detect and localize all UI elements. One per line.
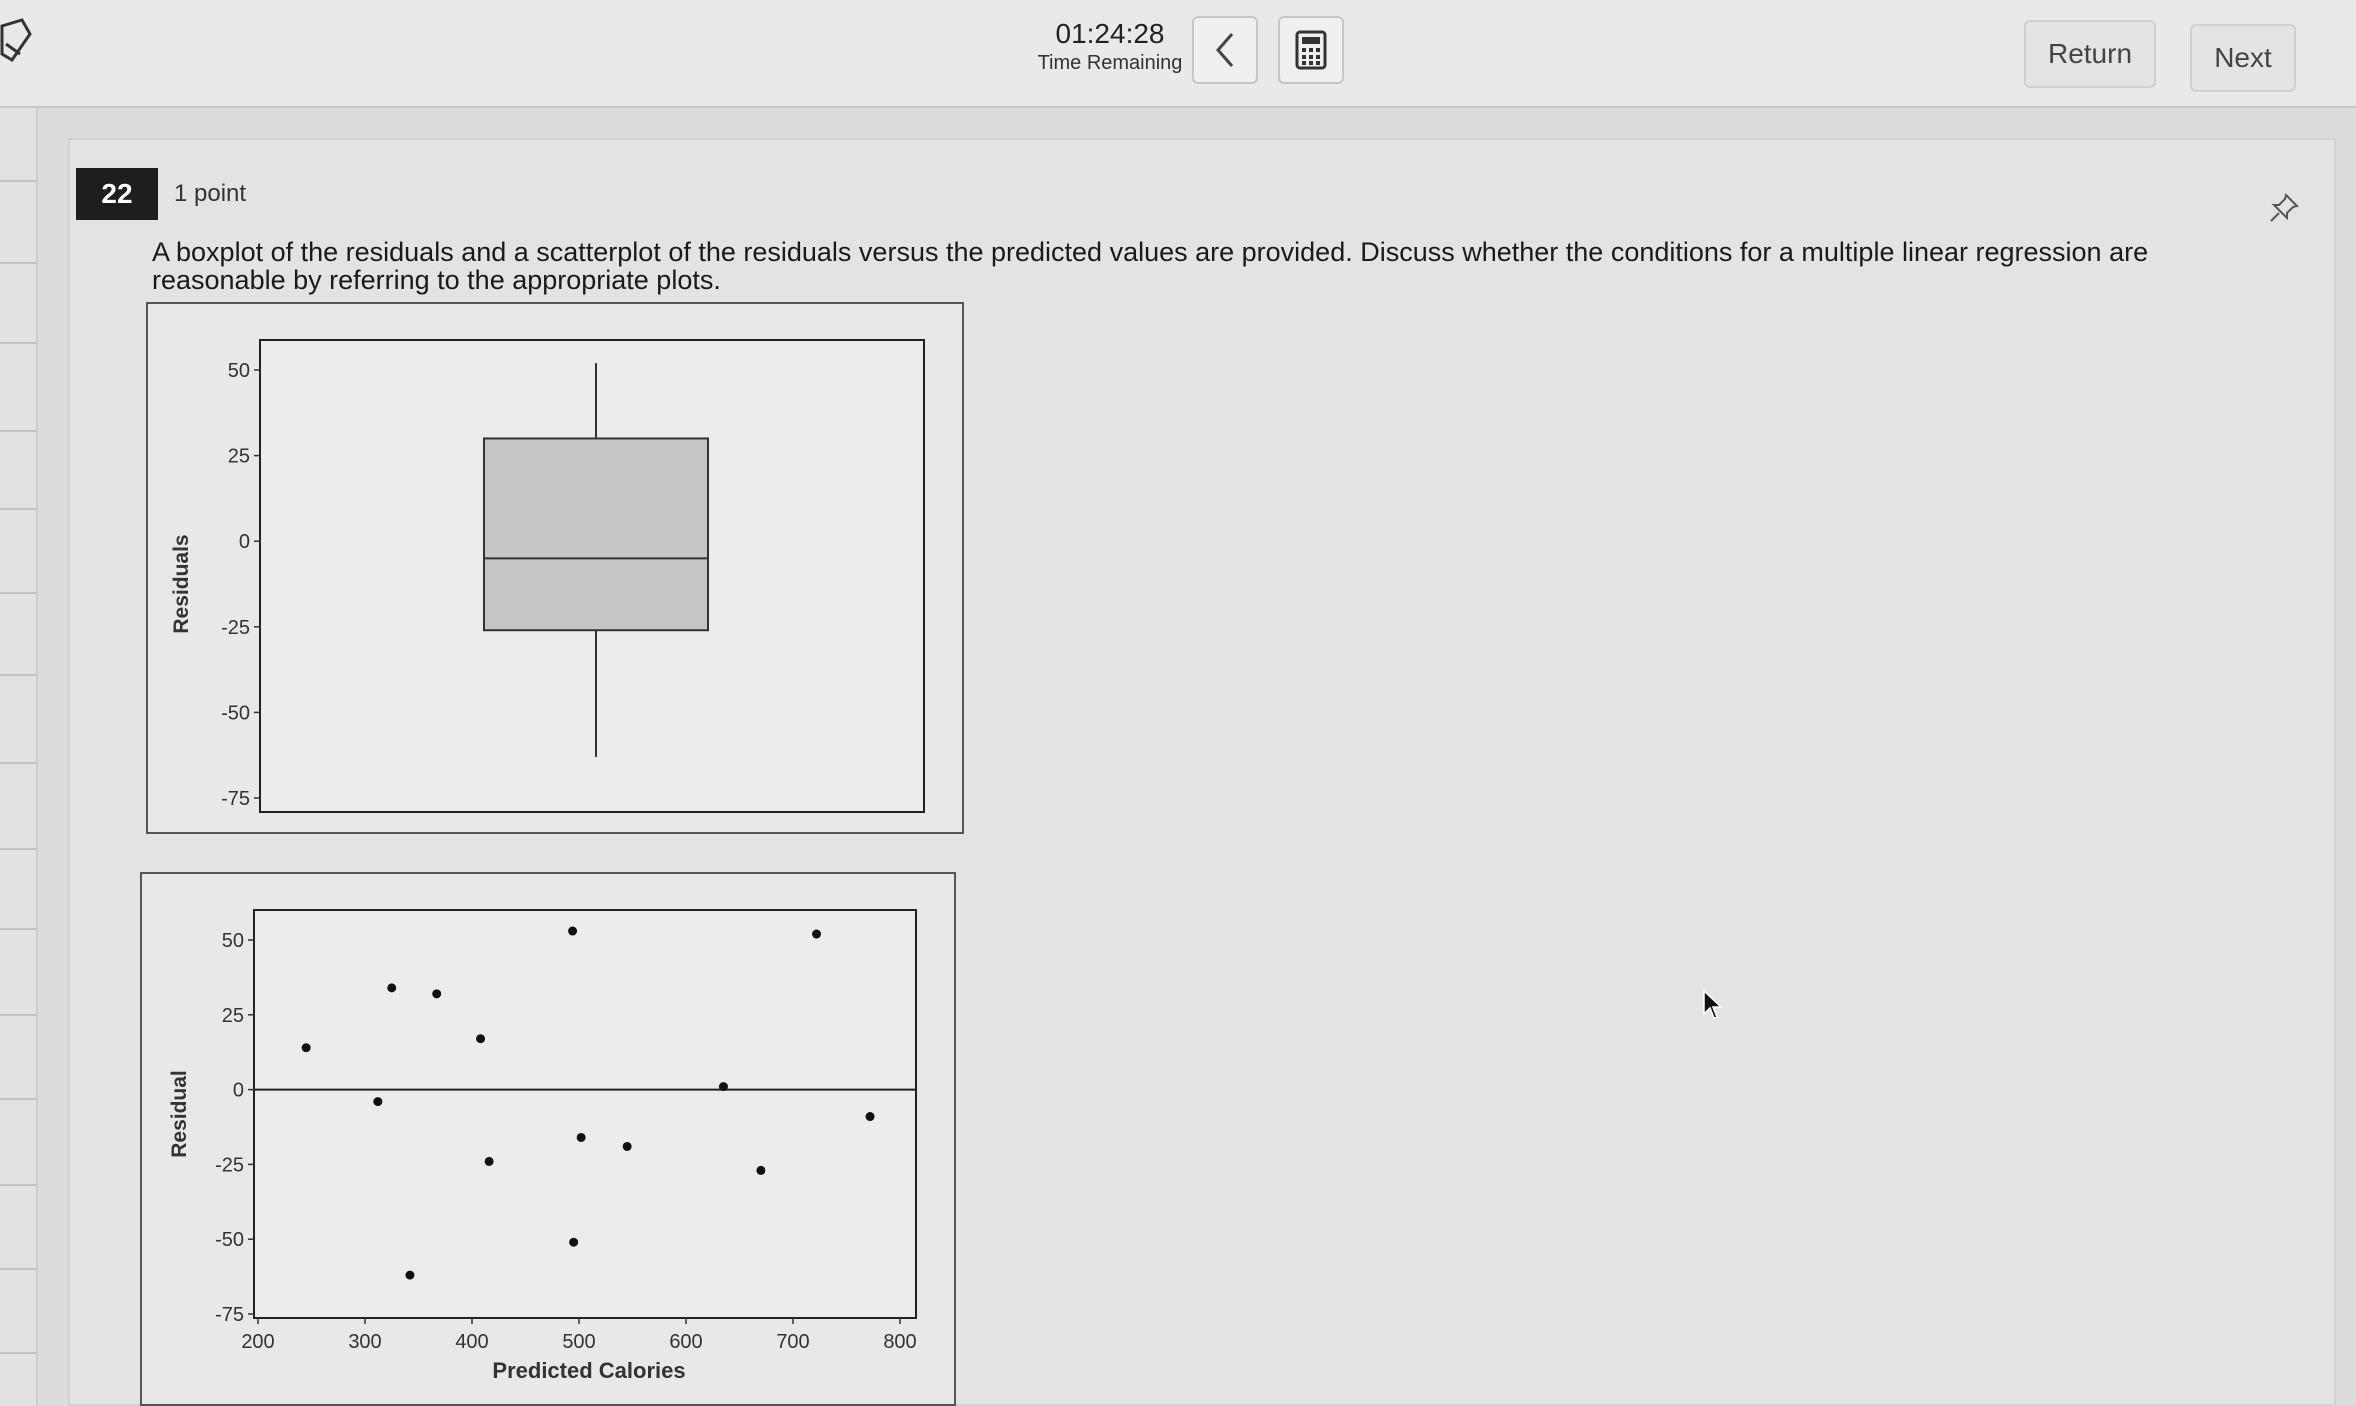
chevron-left-icon [1210, 30, 1240, 70]
x-axis-label: Predicted Calories [492, 1358, 686, 1383]
y-tick-label: 25 [227, 445, 250, 468]
x-tick-label: 400 [455, 1331, 489, 1353]
x-tick-label: 600 [669, 1331, 703, 1353]
y-tick-label: 50 [227, 360, 250, 382]
scatter-point [432, 989, 441, 998]
x-tick-label: 700 [776, 1331, 810, 1353]
back-button[interactable] [1192, 16, 1258, 84]
x-tick-label: 800 [883, 1331, 917, 1353]
scatter-point [476, 1034, 485, 1043]
next-button[interactable]: Next [2190, 24, 2296, 92]
mouse-cursor-icon [1703, 990, 1723, 1020]
scatter-point [302, 1043, 311, 1052]
scatter-point [568, 927, 577, 936]
y-tick-label: -25 [221, 616, 250, 639]
highlighter-icon[interactable] [0, 14, 36, 74]
y-axis-label: Residuals [170, 534, 193, 634]
return-button[interactable]: Return [2024, 20, 2156, 88]
question-text: A boxplot of the residuals and a scatterplot of the residuals versus the predicted values are provided. Discuss whether the conditions for a multiple linear regression are reasonable by referring to the appropriate plots. [152, 237, 2149, 295]
top-bar [0, 0, 2356, 108]
calculator-icon [1294, 30, 1328, 70]
scatterplot-figure [140, 872, 956, 1406]
y-tick-label: 25 [221, 1004, 244, 1027]
scatter-point [719, 1082, 728, 1091]
y-tick-label: -75 [215, 1304, 244, 1326]
scatter-point [577, 1133, 586, 1142]
boxplot-figure [146, 302, 964, 834]
y-tick-label: -50 [221, 702, 250, 725]
scatter-point [373, 1097, 382, 1106]
scatter-point [623, 1142, 632, 1151]
scatter-point [485, 1157, 494, 1166]
y-tick-label: 0 [238, 531, 250, 554]
y-tick-label: -25 [215, 1154, 244, 1177]
scatter-chart [142, 874, 954, 1404]
calculator-button[interactable] [1278, 16, 1344, 84]
scatter-point [866, 1112, 875, 1121]
question-number: 22 [76, 168, 158, 220]
timer [1020, 18, 1200, 75]
time-remaining-label: Time Remaining [1037, 52, 1183, 74]
y-axis-label: Residual [168, 1070, 191, 1158]
scatter-point [812, 930, 821, 939]
y-tick-label: 0 [232, 1079, 244, 1102]
x-tick-label: 200 [241, 1331, 275, 1353]
plot-frame [254, 910, 916, 1318]
iqr-box [484, 438, 708, 630]
left-sidebar [0, 108, 38, 1406]
y-tick-label: 50 [221, 930, 244, 952]
boxplot-chart [148, 304, 962, 832]
question-points: 1 point [174, 180, 247, 207]
y-tick-label: -50 [215, 1229, 244, 1252]
scatter-point [756, 1166, 765, 1175]
x-tick-label: 500 [562, 1331, 596, 1353]
time-remaining-value: 01:24:28 [1055, 18, 1165, 49]
pin-icon[interactable] [2268, 192, 2300, 224]
scatter-point [569, 1238, 578, 1247]
scatter-point [405, 1271, 414, 1280]
x-tick-label: 300 [348, 1331, 382, 1353]
scatter-point [387, 983, 396, 992]
y-tick-label: -75 [221, 788, 250, 810]
